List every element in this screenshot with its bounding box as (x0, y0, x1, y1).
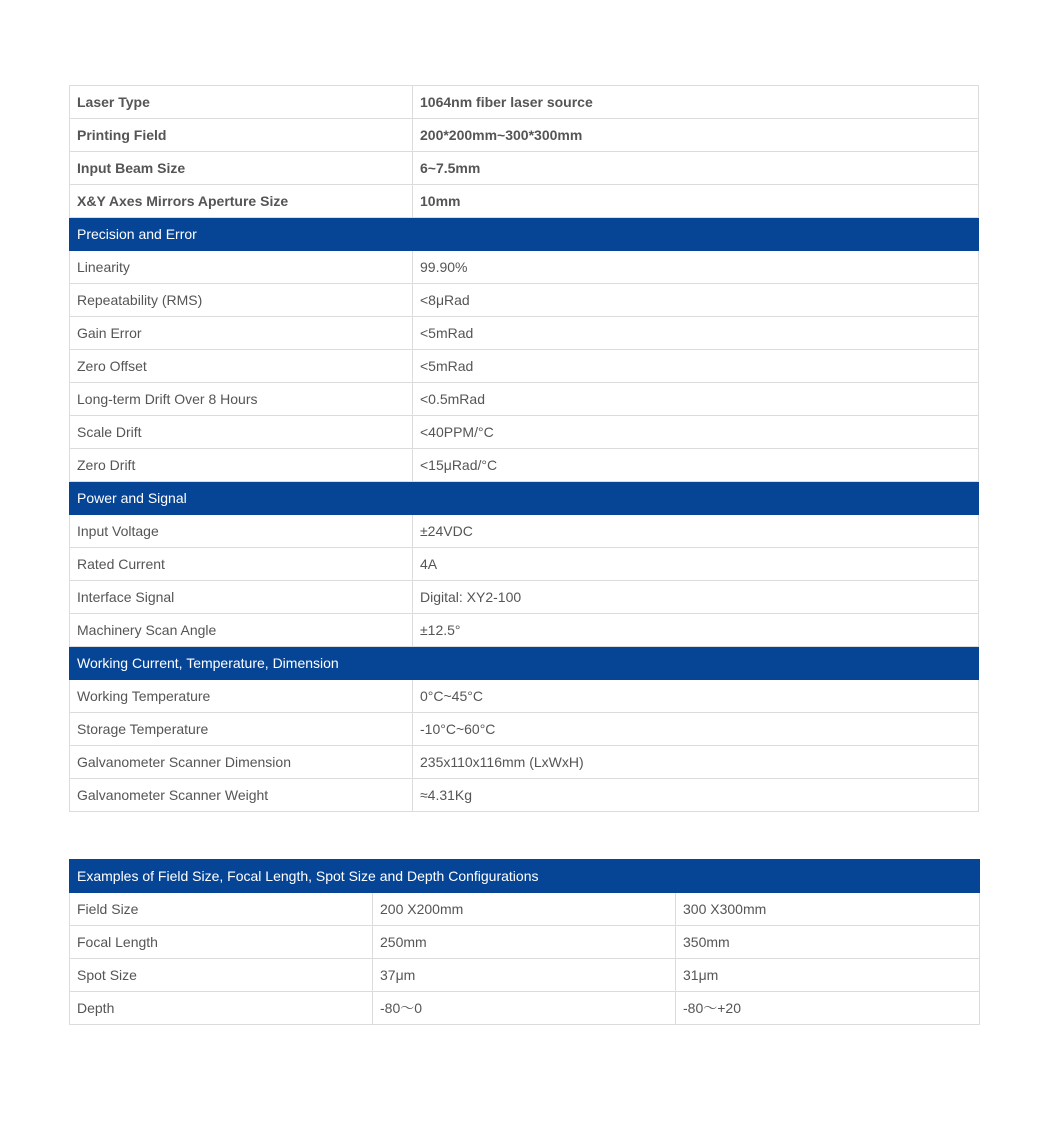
spec-row (70, 779, 979, 812)
spec-row (70, 350, 979, 383)
spec-row (70, 548, 979, 581)
spec-row (70, 680, 979, 713)
spec-row (70, 515, 979, 548)
spec-value-cell: 10mm (413, 185, 979, 218)
spec-label-cell: Storage Temperature (70, 713, 413, 746)
config-row (70, 959, 980, 992)
spec-value-cell: ±12.5° (413, 614, 979, 647)
spec-row (70, 152, 979, 185)
spec-value-cell: <5mRad (413, 317, 979, 350)
spec-row (70, 416, 979, 449)
spec-value-cell: ≈4.31Kg (413, 779, 979, 812)
config-label-cell: Focal Length (70, 926, 373, 959)
spec-row (70, 119, 979, 152)
config-header-cell: Examples of Field Size, Focal Length, Spot Size and Depth Configurations (70, 860, 980, 893)
spec-row (70, 383, 979, 416)
config-value-a-cell: -80～0 (373, 992, 676, 1025)
spec-value-cell: <8μRad (413, 284, 979, 317)
spec-value-cell: <15μRad/°C (413, 449, 979, 482)
specification-table-wrapper (69, 85, 979, 812)
spec-row (70, 284, 979, 317)
config-label-cell: Field Size (70, 893, 373, 926)
spec-label-cell: Rated Current (70, 548, 413, 581)
spec-label-cell: Interface Signal (70, 581, 413, 614)
spec-label-cell: Repeatability (RMS) (70, 284, 413, 317)
section-header-cell: Precision and Error (70, 218, 979, 251)
config-value-b-cell: 350mm (676, 926, 980, 959)
spec-label-cell: Input Beam Size (70, 152, 413, 185)
spec-label-cell: Zero Offset (70, 350, 413, 383)
section-header-row (70, 482, 979, 515)
configuration-table-wrapper (69, 859, 979, 1025)
spec-label-cell: Scale Drift (70, 416, 413, 449)
section-header-cell: Working Current, Temperature, Dimension (70, 647, 979, 680)
section-header-cell: Power and Signal (70, 482, 979, 515)
spec-value-cell: -10°C~60°C (413, 713, 979, 746)
spec-label-cell: X&Y Axes Mirrors Aperture Size (70, 185, 413, 218)
spec-value-cell: 4A (413, 548, 979, 581)
spec-row (70, 449, 979, 482)
config-row (70, 893, 980, 926)
spec-value-cell: <0.5mRad (413, 383, 979, 416)
config-header-row (70, 860, 980, 893)
spec-label-cell: Printing Field (70, 119, 413, 152)
spec-value-cell: <40PPM/°C (413, 416, 979, 449)
spec-label-cell: Input Voltage (70, 515, 413, 548)
config-value-b-cell: -80～+20 (676, 992, 980, 1025)
spec-row (70, 581, 979, 614)
config-value-b-cell: 31μm (676, 959, 980, 992)
spec-label-cell: Machinery Scan Angle (70, 614, 413, 647)
spec-label-cell: Zero Drift (70, 449, 413, 482)
spec-value-cell: <5mRad (413, 350, 979, 383)
spec-row (70, 746, 979, 779)
spec-row (70, 86, 979, 119)
config-label-cell: Spot Size (70, 959, 373, 992)
spec-label-cell: Galvanometer Scanner Weight (70, 779, 413, 812)
spec-row (70, 614, 979, 647)
spec-value-cell: 235x110x116mm (LxWxH) (413, 746, 979, 779)
spec-row (70, 251, 979, 284)
section-header-row (70, 647, 979, 680)
spec-label-cell: Linearity (70, 251, 413, 284)
spec-value-cell: 6~7.5mm (413, 152, 979, 185)
specification-table (69, 85, 979, 812)
spec-label-cell: Gain Error (70, 317, 413, 350)
config-row (70, 992, 980, 1025)
spec-value-cell: 200*200mm~300*300mm (413, 119, 979, 152)
spec-value-cell: 0°C~45°C (413, 680, 979, 713)
spec-row (70, 713, 979, 746)
config-value-a-cell: 37μm (373, 959, 676, 992)
spec-value-cell: 1064nm fiber laser source (413, 86, 979, 119)
section-header-row (70, 218, 979, 251)
config-value-a-cell: 250mm (373, 926, 676, 959)
spec-value-cell: 99.90% (413, 251, 979, 284)
config-row (70, 926, 980, 959)
spec-label-cell: Long-term Drift Over 8 Hours (70, 383, 413, 416)
spec-label-cell: Laser Type (70, 86, 413, 119)
spec-value-cell: ±24VDC (413, 515, 979, 548)
spec-label-cell: Working Temperature (70, 680, 413, 713)
spec-row (70, 185, 979, 218)
configuration-table (69, 859, 980, 1025)
config-value-b-cell: 300 X300mm (676, 893, 980, 926)
spec-label-cell: Galvanometer Scanner Dimension (70, 746, 413, 779)
config-value-a-cell: 200 X200mm (373, 893, 676, 926)
config-label-cell: Depth (70, 992, 373, 1025)
spec-row (70, 317, 979, 350)
spec-value-cell: Digital: XY2-100 (413, 581, 979, 614)
